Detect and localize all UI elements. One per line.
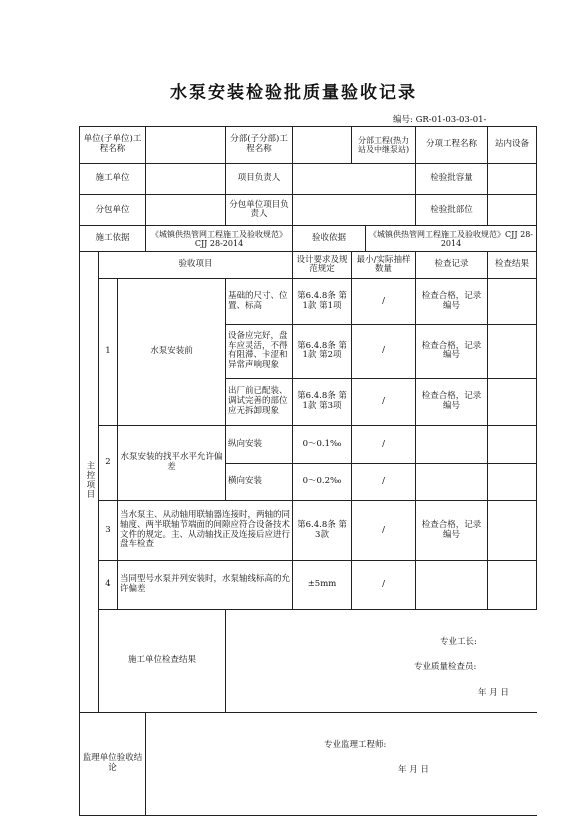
spec-text: 第6.4.8条 第1款 第1项	[293, 279, 352, 325]
sub-item-text: 纵向安装	[226, 426, 293, 463]
value-subcontractor[interactable]	[146, 195, 226, 226]
label-subitem: 分项工程名称	[416, 127, 488, 164]
sample-text: /	[352, 561, 416, 610]
sample-text: /	[352, 378, 416, 426]
label-unit-project: 单位(子单位)工程名称	[80, 127, 146, 164]
value-acceptance-basis: 《城镇供热管网工程施工及验收规范》CJJ 28-2014	[366, 226, 537, 252]
value-batch-location[interactable]	[488, 195, 537, 226]
record-text: 检查合格，记录编号	[416, 279, 488, 325]
label-batch-location: 检验批部位	[416, 195, 488, 226]
record-text: 检查合格，记录编号	[416, 324, 488, 378]
form-code: 编号: GR-01-03-03-01-	[393, 115, 487, 125]
label-subcontractor: 分包单位	[80, 195, 146, 226]
record-text: 检查合格，记录编号	[416, 378, 488, 426]
item-number: 4	[99, 561, 118, 610]
label-project-manager: 项目负责人	[226, 164, 293, 195]
label-subdivision: 分部(子分部)工程名称	[226, 127, 293, 164]
result-cell[interactable]	[488, 463, 537, 500]
spec-text: 第6.4.8条 第1款 第2项	[293, 324, 352, 378]
item-number: 2	[99, 426, 118, 501]
spec-text: 0～0.1‰	[293, 426, 352, 463]
value-division: 分部工程(热力站及中继泵站)	[352, 127, 416, 164]
main-control-label	[80, 252, 99, 713]
supervision-signature-area[interactable]	[146, 713, 537, 816]
construction-result-label: 施工单位检查结果	[99, 609, 226, 713]
header-row-contractor	[80, 164, 537, 195]
label-batch-capacity: 检验批容量	[416, 164, 488, 195]
table-row	[80, 279, 537, 325]
value-unit-project[interactable]	[146, 127, 226, 164]
col-spec: 设计要求及规范规定	[293, 252, 352, 279]
result-cell[interactable]	[488, 426, 537, 463]
inspection-form	[79, 126, 537, 816]
result-cell[interactable]	[488, 324, 537, 378]
construction-date: 年 月 日	[478, 687, 509, 698]
label-sub-manager: 分包单位项目负责人	[226, 195, 293, 226]
sub-item-text: 横向安装	[226, 463, 293, 500]
result-cell[interactable]	[488, 500, 537, 560]
value-project-manager[interactable]	[293, 164, 416, 195]
result-cell[interactable]	[488, 378, 537, 426]
table-row	[80, 561, 537, 610]
supervision-result-row	[80, 713, 537, 816]
col-record: 检查记录	[416, 252, 488, 279]
sample-text: /	[352, 500, 416, 560]
spec-text: ±5mm	[293, 561, 352, 610]
record-text: 检查合格，记录编号	[416, 500, 488, 560]
quality-inspector-label: 专业质量检查员:	[414, 661, 477, 672]
item-number: 3	[99, 500, 118, 560]
item-text: 当同型号水泵并列安装时，水泵轴线标高的允许偏差	[118, 561, 293, 610]
value-construction-basis: 《城镇供热管网工程施工及验收规范》CJJ 28-2014	[146, 226, 293, 252]
sub-item-text: 设备应完好，盘车应灵活，不得有阻滞、卡涩和异常声响现象	[226, 324, 293, 378]
col-result: 检查结果	[488, 252, 537, 279]
foreman-label: 专业工长:	[440, 636, 477, 647]
construction-signature-area[interactable]	[226, 609, 537, 713]
header-row-project	[80, 127, 537, 164]
result-cell[interactable]	[488, 279, 537, 325]
supervision-result-label: 监理单位验收结论	[80, 713, 146, 816]
result-cell[interactable]	[488, 561, 537, 610]
sample-text: /	[352, 426, 416, 463]
header-row-subcontractor	[80, 195, 537, 226]
spec-text: 0～0.2‰	[293, 463, 352, 500]
header-row-basis	[80, 226, 537, 252]
sub-item-text: 基础的尺寸、位置、标高	[226, 279, 293, 325]
main-control-text: 主控项目	[84, 461, 95, 500]
supervising-engineer-label: 专业监理工程师:	[324, 740, 387, 751]
label-acceptance-basis: 验收依据	[293, 226, 366, 252]
supervision-date: 年 月 日	[398, 765, 429, 776]
value-sub-manager[interactable]	[293, 195, 416, 226]
spec-text: 第6.4.8条 第1款 第3项	[293, 378, 352, 426]
spec-text: 第6.4.8条 第3款	[293, 500, 352, 560]
construction-result-row	[80, 609, 537, 713]
sub-item-text: 出厂前已配装、调试完善的部位应无拆卸现象	[226, 378, 293, 426]
value-batch-capacity[interactable]	[488, 164, 537, 195]
record-text	[416, 561, 488, 610]
value-subitem: 站内设备	[488, 127, 537, 164]
table-row	[80, 426, 537, 463]
label-construction-basis: 施工依据	[80, 226, 146, 252]
value-contractor[interactable]	[146, 164, 226, 195]
col-item: 验收项目	[99, 252, 293, 279]
col-sample: 最小/实际抽样数量	[352, 252, 416, 279]
record-text	[416, 426, 488, 463]
page-title: 水泵安装检验批质量验收记录	[170, 83, 417, 103]
sample-text: /	[352, 324, 416, 378]
item-number: 1	[99, 279, 118, 426]
item-text: 当水泵主、从动轴用联轴器连接时，两轴的同轴度、两半联轴节端面的间隙应符合设备技术文件的规定。主、从动轴找正及连接后应进行盘车检查	[118, 500, 293, 560]
table-row	[80, 500, 537, 560]
record-text	[416, 463, 488, 500]
value-subdivision[interactable]	[293, 127, 352, 164]
item-name: 水泵安装前	[118, 279, 226, 426]
label-contractor: 施工单位	[80, 164, 146, 195]
item-name: 水泵安装的找平水平允许偏差	[118, 426, 226, 501]
sample-text: /	[352, 463, 416, 500]
column-header-row	[80, 252, 537, 279]
sample-text: /	[352, 279, 416, 325]
